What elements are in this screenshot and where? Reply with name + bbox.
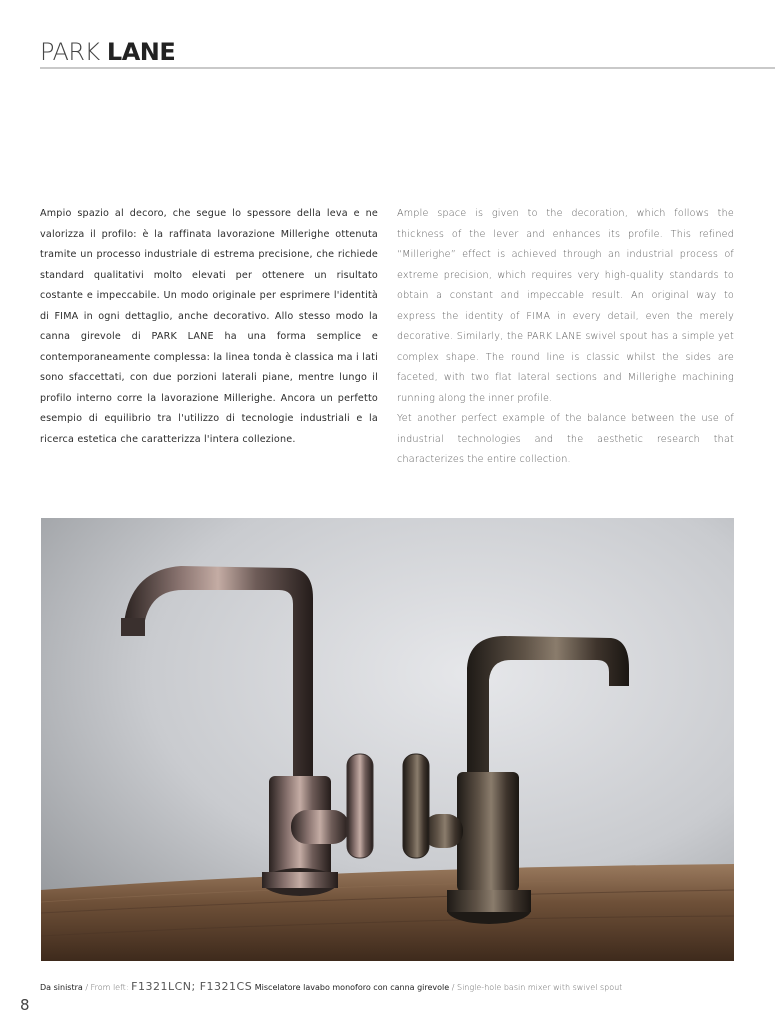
english-paragraph-1: Ample space is given to the decoration, which follows the thickness of the lever and enhances its profile. This refined “Millerighe” effect is achieved through an industrial process of extreme precision, which requires very high-quality standards to obtain a constant and impeccable result. An original way to express the identity of FIMA in every detail, even the merely decorative. Similarly, the PARK LANE swivel spout has a simple yet complex shape. The round line is classic whilst the sides are faceted, with two flat lateral sections and Millerighe machining running along the inner profile. xyxy=(397,208,734,404)
caption-description-en: / Single-hole basin mixer with swivel spout xyxy=(451,983,623,992)
page-title xyxy=(40,38,175,66)
caption-label-it: Da sinistra xyxy=(40,983,83,992)
italian-text-column xyxy=(40,204,378,450)
caption-label-en: / From left: xyxy=(85,983,129,992)
title-rule xyxy=(40,67,775,69)
caption-product-codes: F1321LCN; F1321CS xyxy=(131,980,253,993)
photo-caption xyxy=(40,980,622,995)
title-part-park: PARK xyxy=(40,38,100,66)
product-photo xyxy=(41,518,734,961)
italian-paragraph: Ampio spazio al decoro, che segue lo spessore della leva e ne valorizza il profilo: è la raffinata lavorazione Millerighe ottenuta tramite un processo industriale di estrema precisione, che richiede standard qualitativi molto elevati per ottenere un risultato costante e impeccabile. Un modo originale per esprimere l'identità di FIMA in ogni dettaglio, anche decorativo. Allo stesso modo la canna girevole di PARK LANE ha una forma semplice e contemporaneamente complessa: la linea tonda è classica ma i lati sono sfaccettati, con due porzioni laterali piane, mentre lungo il profilo interno corre la lavorazione Millerighe. Ancora un perfetto esempio di equilibrio tra l'utilizzo di tecnologie industriali e la ricerca estetica che caratterizza l'intera collezione. xyxy=(40,208,378,445)
english-text-column xyxy=(397,204,734,471)
page-number: 8 xyxy=(20,996,30,1014)
caption-description-it: Miscelatore lavabo monoforo con canna girevole xyxy=(254,983,450,992)
english-paragraph-2: Yet another perfect example of the balance between the use of industrial technologies and the aesthetic research that characterizes the entire collection. xyxy=(397,413,734,465)
title-part-lane: LANE xyxy=(106,38,176,66)
